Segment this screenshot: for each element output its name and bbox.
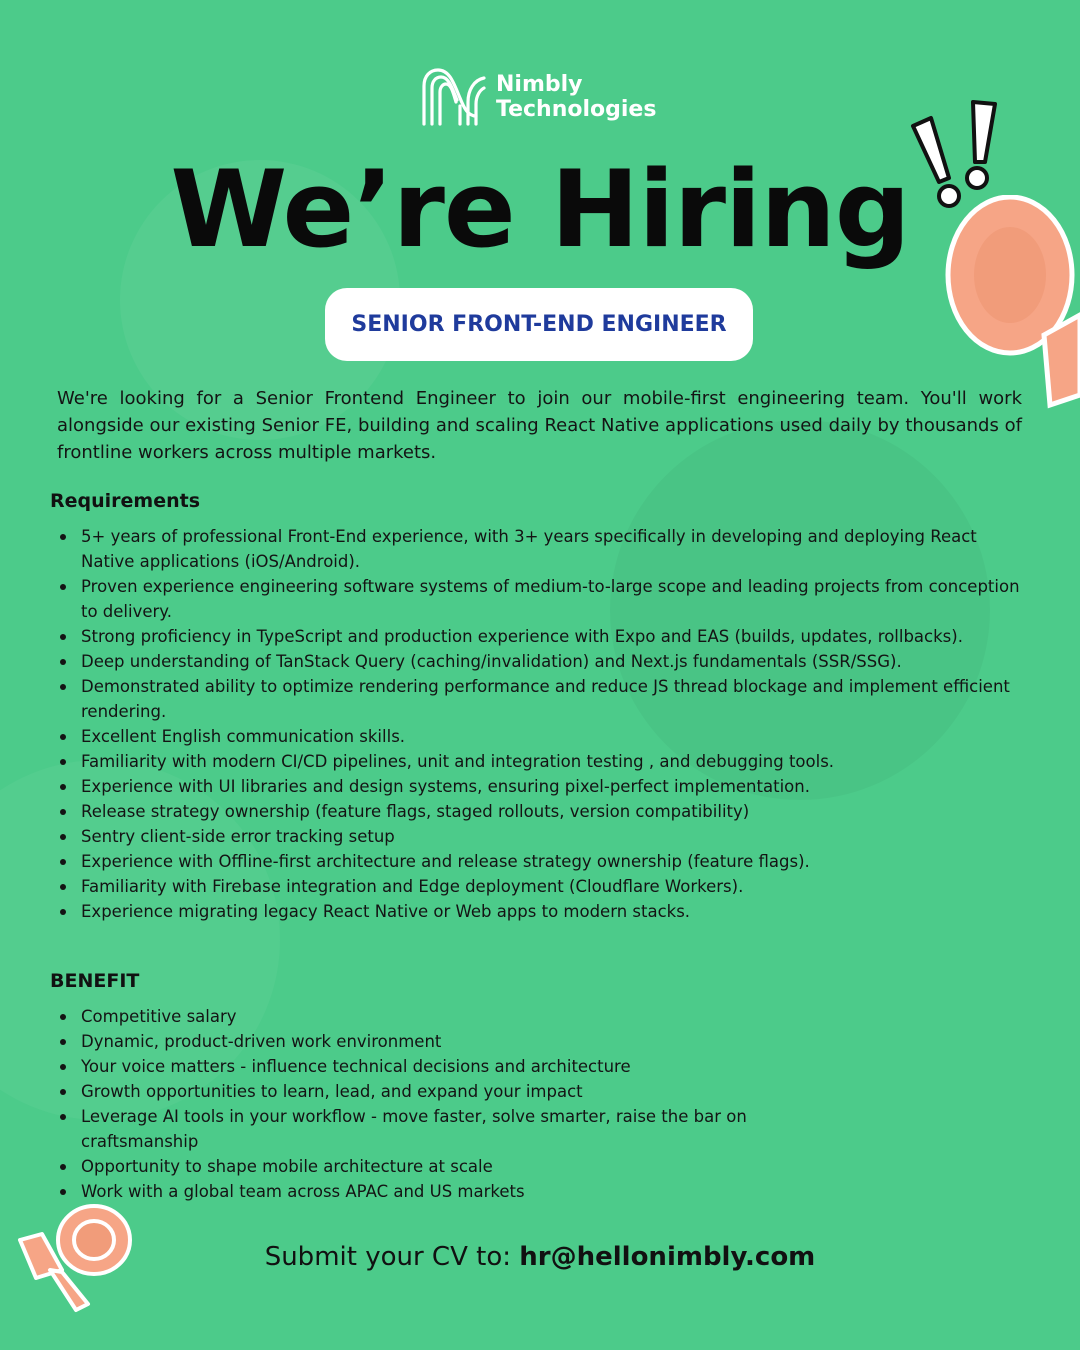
requirements-heading: Requirements: [50, 490, 201, 512]
list-item: Excellent English communication skills.: [56, 724, 1031, 749]
list-item: Dynamic, product-driven work environment: [56, 1029, 816, 1054]
brand-logo: [420, 66, 656, 128]
list-item: Familiarity with modern CI/CD pipelines, unit and integration testing , and debugging tools.: [56, 749, 1031, 774]
list-item: 5+ years of professional Front-End experience, with 3+ years specifically in developing and deploying React Native applications (iOS/Android).: [56, 524, 1031, 574]
list-item: Demonstrated ability to optimize rendering performance and reduce JS thread blockage and implement efficient rendering.: [56, 674, 1031, 724]
list-item: Sentry client-side error tracking setup: [56, 824, 1031, 849]
list-item: Work with a global team across APAC and US markets: [56, 1179, 816, 1204]
job-title: SENIOR FRONT-END ENGINEER: [351, 312, 727, 337]
email-link[interactable]: hr@hellonimbly.com: [519, 1242, 816, 1272]
cv-submission-line: [0, 1242, 1080, 1272]
nimbly-logo-icon: [420, 66, 488, 128]
job-title-badge: [325, 288, 753, 361]
intro-paragraph: We're looking for a Senior Frontend Engineer to join our mobile-first engineering team. You'll work alongside our existing Senior FE, building and scaling React Native applications used daily by thousands of frontline workers across multiple markets.: [57, 388, 1022, 463]
list-item: Competitive salary: [56, 1004, 816, 1029]
cta-prefix: Submit your CV to:: [264, 1242, 520, 1272]
benefit-heading: BENEFIT: [50, 970, 140, 992]
list-item: Opportunity to shape mobile architecture at scale: [56, 1154, 816, 1179]
headline: We’re Hiring: [170, 148, 910, 271]
list-item: Release strategy ownership (feature flags, staged rollouts, version compatibility): [56, 799, 1031, 824]
list-item: Experience with Offline-first architecture and release strategy ownership (feature flags).: [56, 849, 1031, 874]
list-item: Deep understanding of TanStack Query (caching/invalidation) and Next.js fundamentals (SSR/SSG).: [56, 649, 1031, 674]
requirements-list: [56, 524, 1031, 924]
benefit-list: [56, 1004, 816, 1204]
list-item: Experience migrating legacy React Native or Web apps to modern stacks.: [56, 899, 1031, 924]
list-item: Proven experience engineering software systems of medium-to-large scope and leading projects from conception to delivery.: [56, 574, 1031, 624]
list-item: Leverage AI tools in your workflow - move faster, solve smarter, raise the bar on craftsmanship: [56, 1104, 816, 1154]
brand-name-line2: Technologies: [496, 97, 657, 122]
list-item: Familiarity with Firebase integration and Edge deployment (Cloudflare Workers).: [56, 874, 1031, 899]
megaphone-icon: [940, 195, 1080, 415]
brand-name-line1: Nimbly: [496, 72, 583, 97]
list-item: Growth opportunities to learn, lead, and expand your impact: [56, 1079, 816, 1104]
list-item: Your voice matters - influence technical decisions and architecture: [56, 1054, 816, 1079]
list-item: Strong proficiency in TypeScript and production experience with Expo and EAS (builds, updates, rollbacks).: [56, 624, 1031, 649]
list-item: Experience with UI libraries and design systems, ensuring pixel-perfect implementation.: [56, 774, 1031, 799]
